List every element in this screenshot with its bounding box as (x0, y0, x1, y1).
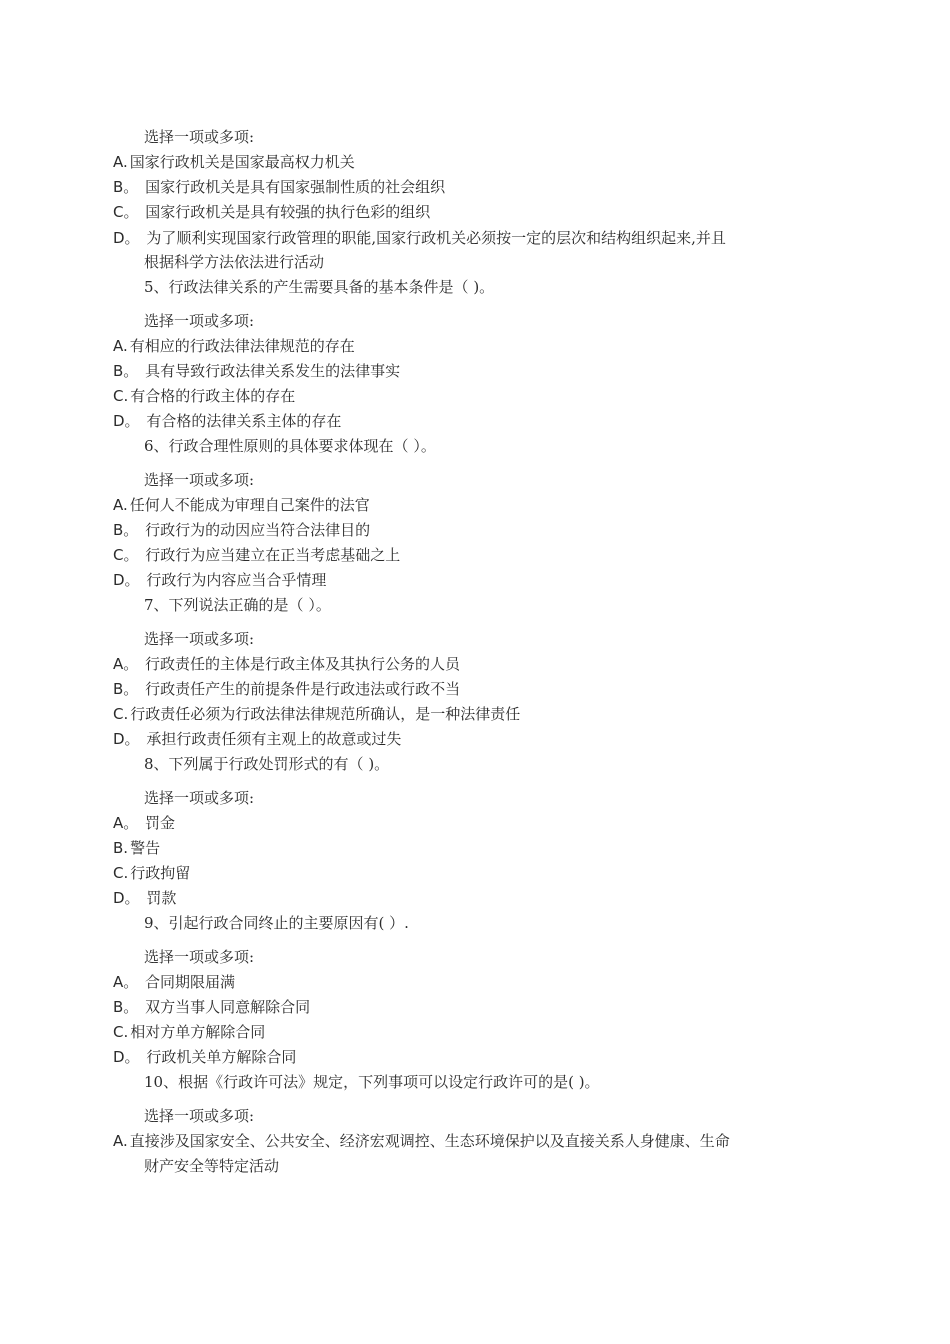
option-a[interactable]: A. 直接涉及国家安全、公共安全、经济宏观调控、生态环境保护以及直接关系人身健康、生命 (113, 1132, 730, 1150)
option-a[interactable]: A。 合同期限届满 (113, 973, 236, 991)
option-c[interactable]: C. 相对方单方解除合同 (113, 1023, 266, 1041)
option-c[interactable]: C。 行政行为应当建立在正当考虑基础之上 (113, 546, 401, 564)
option-b[interactable]: B. 警告 (113, 839, 161, 857)
question-6: 6、行政合理性原则的具体要求体现在（ ）。 (144, 437, 436, 455)
option-d[interactable]: D。 有合格的法律关系主体的存在 (113, 412, 342, 430)
hint-text: 选择一项或多项: (144, 312, 255, 330)
option-b[interactable]: B。 行政行为的动因应当符合法律目的 (113, 521, 371, 539)
hint-text: 选择一项或多项: (144, 128, 255, 146)
option-b[interactable]: B。 具有导致行政法律关系发生的法律事实 (113, 362, 401, 380)
hint-text: 选择一项或多项: (144, 948, 255, 966)
option-a[interactable]: A. 有相应的行政法律法律规范的存在 (113, 337, 355, 355)
option-c[interactable]: C. 行政责任必须为行政法律法律规范所确认，是一种法律责任 (113, 705, 521, 723)
option-d[interactable]: D。 承担行政责任须有主观上的故意或过失 (113, 730, 402, 748)
option-b[interactable]: B。 国家行政机关是具有国家强制性质的社会组织 (113, 178, 446, 196)
option-b[interactable]: B。 行政责任产生的前提条件是行政违法或行政不当 (113, 680, 461, 698)
question-7: 7、下列说法正确的是（ ）。 (144, 596, 331, 614)
option-d[interactable]: D。 为了顺利实现国家行政管理的职能,国家行政机关必须按一定的层次和结构组织起来,并且 (113, 229, 726, 247)
option-c[interactable]: C. 行政拘留 (113, 864, 191, 882)
question-8: 8、下列属于行政处罚形式的有（ )。 (144, 755, 390, 773)
hint-text: 选择一项或多项: (144, 630, 255, 648)
option-c[interactable]: C. 有合格的行政主体的存在 (113, 387, 296, 405)
option-a[interactable]: A。 罚金 (113, 814, 176, 832)
question-10: 10、根据《行政许可法》规定，下列事项可以设定行政许可的是( )。 (144, 1073, 600, 1091)
option-d[interactable]: D。 行政行为内容应当合乎情理 (113, 571, 327, 589)
question-5: 5、行政法律关系的产生需要具备的基本条件是（ )。 (144, 278, 495, 296)
option-c[interactable]: C。 国家行政机关是具有较强的执行色彩的组织 (113, 203, 431, 221)
option-d[interactable]: D。 行政机关单方解除合同 (113, 1048, 297, 1066)
option-d-continuation: 根据科学方法依法进行活动 (144, 253, 325, 271)
hint-text: 选择一项或多项: (144, 471, 255, 489)
option-a[interactable]: A. 任何人不能成为审理自己案件的法官 (113, 496, 370, 514)
hint-text: 选择一项或多项: (144, 789, 255, 807)
option-a[interactable]: A。 行政责任的主体是行政主体及其执行公务的人员 (113, 655, 461, 673)
question-9: 9、引起行政合同终止的主要原因有( ）. (144, 914, 409, 932)
hint-text: 选择一项或多项: (144, 1107, 255, 1125)
option-a-continuation: 财产安全等特定活动 (144, 1157, 280, 1175)
option-a[interactable]: A. 国家行政机关是国家最高权力机关 (113, 153, 355, 171)
option-d[interactable]: D。 罚款 (113, 889, 177, 907)
option-b[interactable]: B。 双方当事人同意解除合同 (113, 998, 311, 1016)
